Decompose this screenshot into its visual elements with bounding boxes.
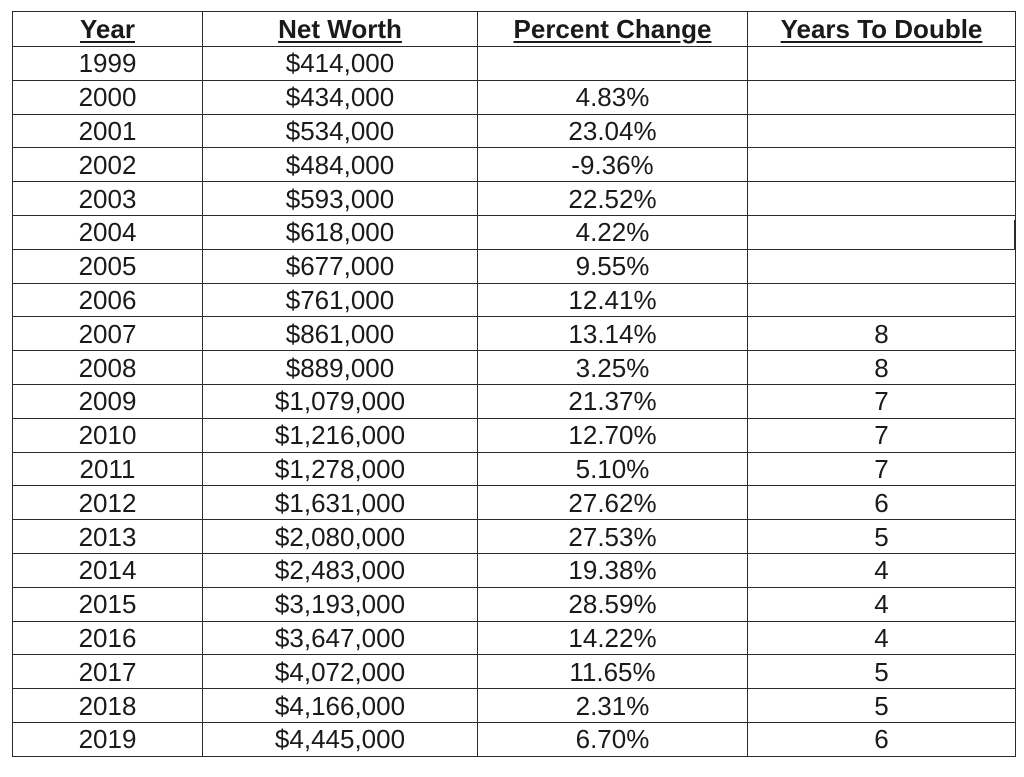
header-year bbox=[13, 12, 203, 47]
cell-year: 2018 bbox=[13, 689, 203, 723]
cell-years-to-double bbox=[748, 80, 1016, 114]
cell-year: 2000 bbox=[13, 80, 203, 114]
cell-year: 2006 bbox=[13, 283, 203, 317]
cell-percent-change: 14.22% bbox=[478, 621, 748, 655]
table-row bbox=[13, 283, 1016, 317]
cell-net-worth: $3,647,000 bbox=[203, 621, 478, 655]
cell-year: 2011 bbox=[13, 452, 203, 486]
cell-years-to-double: 5 bbox=[748, 655, 1016, 689]
header-years-to-double bbox=[748, 12, 1016, 47]
cell-years-to-double: 8 bbox=[748, 351, 1016, 385]
cell-years-to-double: 4 bbox=[748, 621, 1016, 655]
cell-years-to-double: 7 bbox=[748, 452, 1016, 486]
cell-percent-change: 4.83% bbox=[478, 80, 748, 114]
cell-years-to-double bbox=[748, 215, 1016, 249]
net-worth-table bbox=[12, 11, 1016, 757]
table-row bbox=[13, 553, 1016, 587]
table-row bbox=[13, 520, 1016, 554]
header-percent-change bbox=[478, 12, 748, 47]
cell-percent-change: 11.65% bbox=[478, 655, 748, 689]
cell-net-worth: $2,483,000 bbox=[203, 553, 478, 587]
table-row bbox=[13, 384, 1016, 418]
table-row bbox=[13, 351, 1016, 385]
cell-years-to-double: 5 bbox=[748, 520, 1016, 554]
table-row bbox=[13, 452, 1016, 486]
cell-years-to-double bbox=[748, 182, 1016, 216]
table-row bbox=[13, 655, 1016, 689]
cell-year: 2016 bbox=[13, 621, 203, 655]
cell-years-to-double: 6 bbox=[748, 722, 1016, 756]
cell-percent-change: 2.31% bbox=[478, 689, 748, 723]
cell-percent-change: 27.53% bbox=[478, 520, 748, 554]
cell-net-worth: $1,278,000 bbox=[203, 452, 478, 486]
table-row bbox=[13, 182, 1016, 216]
table-row bbox=[13, 47, 1016, 81]
cell-net-worth: $3,193,000 bbox=[203, 587, 478, 621]
table-row bbox=[13, 418, 1016, 452]
table-row bbox=[13, 317, 1016, 351]
cell-percent-change: 12.70% bbox=[478, 418, 748, 452]
cell-year: 2015 bbox=[13, 587, 203, 621]
cell-years-to-double: 4 bbox=[748, 553, 1016, 587]
cell-net-worth: $1,216,000 bbox=[203, 418, 478, 452]
cell-years-to-double: 7 bbox=[748, 384, 1016, 418]
cell-net-worth: $4,445,000 bbox=[203, 722, 478, 756]
cell-year: 2005 bbox=[13, 249, 203, 283]
cell-years-to-double bbox=[748, 114, 1016, 148]
cell-net-worth: $414,000 bbox=[203, 47, 478, 81]
cell-year: 2003 bbox=[13, 182, 203, 216]
cell-percent-change: 6.70% bbox=[478, 722, 748, 756]
cell-years-to-double bbox=[748, 283, 1016, 317]
table-row bbox=[13, 486, 1016, 520]
cell-years-to-double: 4 bbox=[748, 587, 1016, 621]
cell-percent-change: 13.14% bbox=[478, 317, 748, 351]
cell-net-worth: $1,631,000 bbox=[203, 486, 478, 520]
cell-year: 2010 bbox=[13, 418, 203, 452]
cell-years-to-double: 6 bbox=[748, 486, 1016, 520]
cell-percent-change: 3.25% bbox=[478, 351, 748, 385]
cell-net-worth: $1,079,000 bbox=[203, 384, 478, 418]
cell-year: 2019 bbox=[13, 722, 203, 756]
header-percent-change-label: Percent Change bbox=[513, 14, 712, 44]
table-row bbox=[13, 215, 1016, 249]
cell-year: 2009 bbox=[13, 384, 203, 418]
cell-year: 2002 bbox=[13, 148, 203, 182]
cursor-mark bbox=[1014, 220, 1016, 250]
cell-years-to-double bbox=[748, 249, 1016, 283]
cell-percent-change: 23.04% bbox=[478, 114, 748, 148]
cell-years-to-double: 7 bbox=[748, 418, 1016, 452]
cell-year: 2004 bbox=[13, 215, 203, 249]
cell-net-worth: $761,000 bbox=[203, 283, 478, 317]
cell-year: 1999 bbox=[13, 47, 203, 81]
cell-percent-change: 12.41% bbox=[478, 283, 748, 317]
cell-percent-change: 21.37% bbox=[478, 384, 748, 418]
cell-percent-change bbox=[478, 47, 748, 81]
cell-percent-change: 19.38% bbox=[478, 553, 748, 587]
cell-net-worth: $593,000 bbox=[203, 182, 478, 216]
header-net-worth bbox=[203, 12, 478, 47]
cell-year: 2017 bbox=[13, 655, 203, 689]
cell-year: 2001 bbox=[13, 114, 203, 148]
cell-percent-change: 28.59% bbox=[478, 587, 748, 621]
cell-years-to-double: 8 bbox=[748, 317, 1016, 351]
cell-percent-change: 5.10% bbox=[478, 452, 748, 486]
header-row bbox=[13, 12, 1016, 47]
header-years-to-double-label: Years To Double bbox=[780, 14, 983, 44]
cell-percent-change: 4.22% bbox=[478, 215, 748, 249]
table-row bbox=[13, 722, 1016, 756]
table-row bbox=[13, 587, 1016, 621]
table-row bbox=[13, 80, 1016, 114]
cell-years-to-double: 5 bbox=[748, 689, 1016, 723]
cell-years-to-double bbox=[748, 148, 1016, 182]
header-net-worth-label: Net Worth bbox=[278, 14, 402, 44]
cell-net-worth: $861,000 bbox=[203, 317, 478, 351]
cell-years-to-double bbox=[748, 47, 1016, 81]
table-row bbox=[13, 114, 1016, 148]
cell-percent-change: 9.55% bbox=[478, 249, 748, 283]
cell-year: 2007 bbox=[13, 317, 203, 351]
table-body bbox=[13, 47, 1016, 757]
cell-percent-change: 27.62% bbox=[478, 486, 748, 520]
cell-net-worth: $4,072,000 bbox=[203, 655, 478, 689]
table-row bbox=[13, 148, 1016, 182]
cell-net-worth: $534,000 bbox=[203, 114, 478, 148]
cell-year: 2012 bbox=[13, 486, 203, 520]
table-row bbox=[13, 689, 1016, 723]
cell-net-worth: $434,000 bbox=[203, 80, 478, 114]
table-row bbox=[13, 249, 1016, 283]
cell-net-worth: $4,166,000 bbox=[203, 689, 478, 723]
cell-percent-change: -9.36% bbox=[478, 148, 748, 182]
cell-net-worth: $2,080,000 bbox=[203, 520, 478, 554]
cell-percent-change: 22.52% bbox=[478, 182, 748, 216]
cell-net-worth: $889,000 bbox=[203, 351, 478, 385]
cell-year: 2014 bbox=[13, 553, 203, 587]
cell-year: 2013 bbox=[13, 520, 203, 554]
cell-net-worth: $484,000 bbox=[203, 148, 478, 182]
table-row bbox=[13, 621, 1016, 655]
cell-net-worth: $677,000 bbox=[203, 249, 478, 283]
cell-net-worth: $618,000 bbox=[203, 215, 478, 249]
header-year-label: Year bbox=[80, 14, 135, 44]
cell-year: 2008 bbox=[13, 351, 203, 385]
